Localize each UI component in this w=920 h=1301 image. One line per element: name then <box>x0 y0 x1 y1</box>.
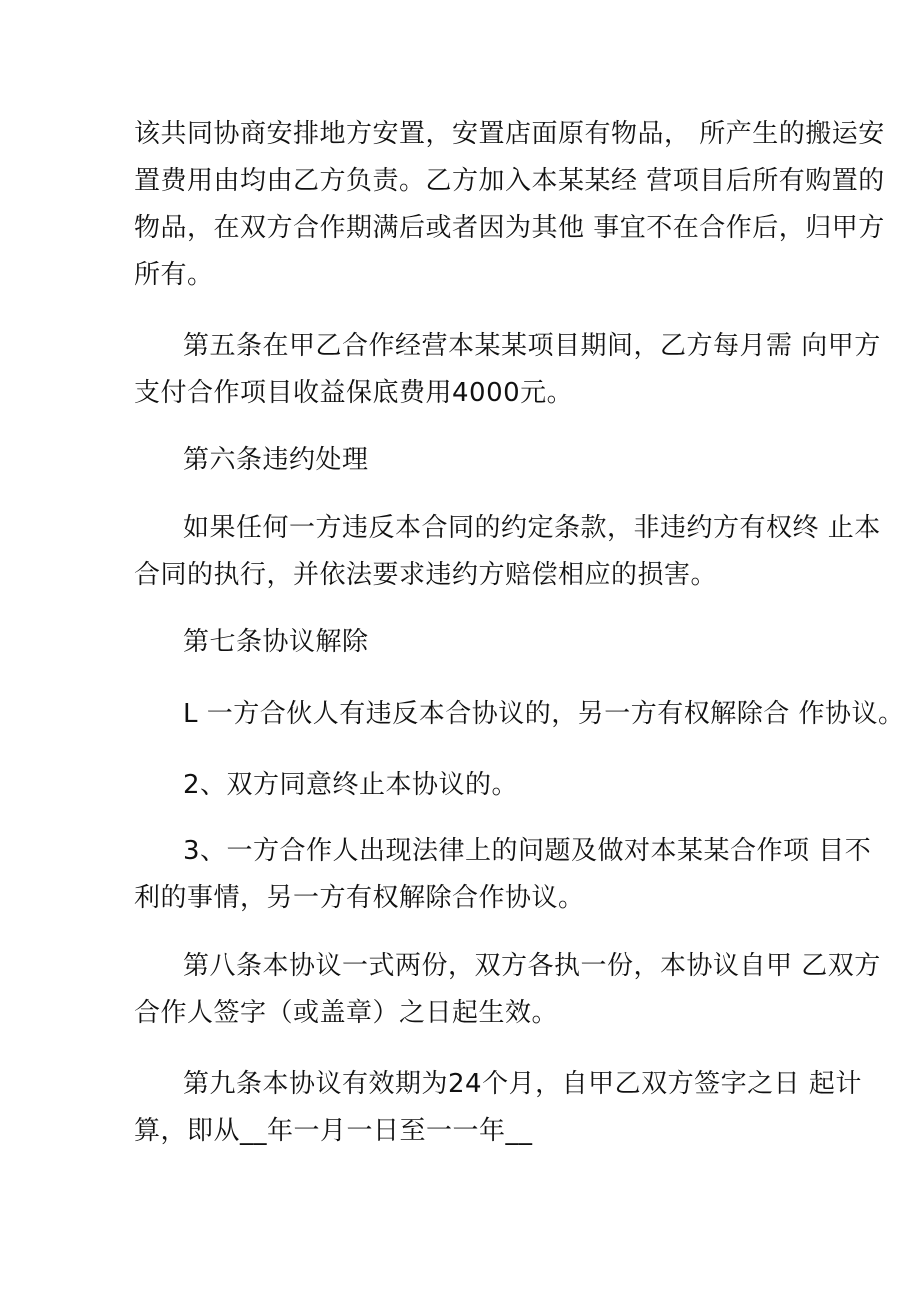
text-line: 支付合作项目收益保底费用4000元。 <box>134 378 574 408</box>
text-line: 所有。 <box>134 260 214 290</box>
text-line: 物品，在双方合作期满后或者因为其他 事宜不在合作后，归甲方 <box>134 213 885 243</box>
article-seven-heading: 第七条协议解除 <box>183 627 369 657</box>
list-item: 2、双方同意终止本协议的。 <box>183 770 519 800</box>
article-five-line: 第五条在甲乙合作经营本某某项目期间，乙方每月需 向甲方 <box>183 331 881 361</box>
text-line: 利的事情，另一方有权解除合作协议。 <box>134 883 585 913</box>
article-six-heading: 第六条违约处理 <box>183 445 369 475</box>
article-nine-line: 第九条本协议有效期为24个月，自甲乙双方签字之日 起计 <box>183 1069 862 1099</box>
list-item: L 一方合伙人有违反本合协议的，另一方有权解除合 作协议。 <box>183 699 905 729</box>
text-line: 合作人签字（或盖章）之日起生效。 <box>134 998 559 1028</box>
text-line: 置费用由均由乙方负责。乙方加入本某某经 营项目后所有购置的 <box>134 166 885 196</box>
text-line: 合同的执行，并依法要求违约方赔偿相应的损害。 <box>134 560 718 590</box>
text-line: 该共同协商安排地方安置，安置店面原有物品， 所产生的搬运安 <box>134 119 885 149</box>
article-eight-line: 第八条本协议一式两份，双方各执一份，本协议自甲 乙双方 <box>183 951 881 981</box>
list-item: 3、一方合作人出现法律上的问题及做对本某某合作项 目不 <box>183 836 872 866</box>
text-line: 如果任何一方违反本合同的约定条款，非违约方有权终 止本 <box>183 513 881 543</box>
text-line: 算，即从__年一月一日至一一年__ <box>134 1116 533 1146</box>
